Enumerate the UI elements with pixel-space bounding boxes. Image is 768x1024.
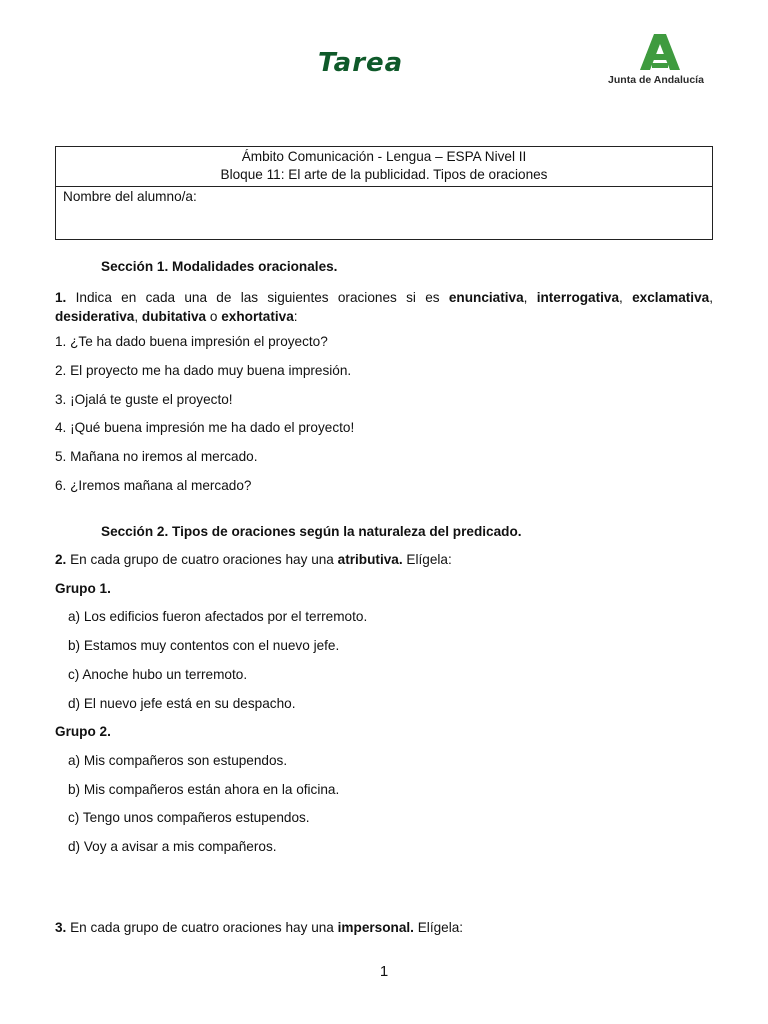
list-item: b) Estamos muy contentos con el nuevo jefe. <box>68 638 340 653</box>
logo-label: Junta de Andalucía <box>608 74 704 86</box>
list-item: c) Tengo unos compañeros estupendos. <box>68 810 310 825</box>
q2-end: Elígela: <box>402 552 452 567</box>
q1-text: Indica en cada una de las siguientes oraciones si es <box>66 290 449 305</box>
list-item: a) Mis compañeros son estupendos. <box>68 753 288 768</box>
header-info-cell <box>56 147 712 187</box>
list-item: a) Los edificios fueron afectados por el terremoto. <box>68 609 368 624</box>
list-item: d) Voy a avisar a mis compañeros. <box>68 839 277 854</box>
list-item: 5. Mañana no iremos al mercado. <box>55 449 258 464</box>
section-2-title: Sección 2. Tipos de oraciones según la naturaleza del predicado. <box>101 524 522 539</box>
course-line: Ámbito Comunicación - Lengua – ESPA Nivel II <box>241 149 527 164</box>
section-1-title: Sección 1. Modalidades oracionales. <box>101 259 338 274</box>
term-exclamativa: exclamativa <box>632 290 710 305</box>
term-dubitativa: dubitativa <box>141 309 207 324</box>
student-name-field[interactable]: Nombre del alumno/a: <box>63 189 197 204</box>
list-item: b) Mis compañeros están ahora en la oficina. <box>68 782 340 797</box>
term-interrogativa: interrogativa <box>536 290 620 305</box>
list-item: d) El nuevo jefe está en su despacho. <box>68 696 296 711</box>
list-item: 1. ¿Te ha dado buena impresión el proyecto? <box>55 334 328 349</box>
q2-term: atributiva. <box>337 552 403 567</box>
junta-andalucia-logo <box>596 30 716 90</box>
sep: , <box>709 290 713 305</box>
question-3 <box>55 920 463 935</box>
q2-number: 2. <box>55 552 67 567</box>
sep: : <box>293 309 298 324</box>
q2-text: En cada grupo de cuatro oraciones hay una <box>66 552 338 567</box>
block-line: Bloque 11: El arte de la publicidad. Tipos de oraciones <box>220 167 548 182</box>
question-1 <box>55 288 713 326</box>
list-item: 6. ¿Iremos mañana al mercado? <box>55 478 252 493</box>
question-2 <box>55 552 452 567</box>
group-2-title: Grupo 2. <box>55 724 111 739</box>
list-item: 3. ¡Ojalá te guste el proyecto! <box>55 392 233 407</box>
term-desiderativa: desiderativa <box>55 309 135 324</box>
group-1-title: Grupo 1. <box>55 581 111 596</box>
page-number: 1 <box>379 963 389 980</box>
term-enunciativa: enunciativa <box>448 290 524 305</box>
q3-end: Elígela: <box>413 920 464 935</box>
sep: , <box>134 309 142 324</box>
sep: , <box>523 290 537 305</box>
q3-number: 3. <box>55 920 67 935</box>
q1-number: 1. <box>55 290 67 305</box>
page-title: Tarea <box>318 48 404 78</box>
sep: , <box>619 290 633 305</box>
q3-term: impersonal. <box>337 920 414 935</box>
sep: o <box>206 309 222 324</box>
andalucia-a-icon <box>596 30 716 74</box>
list-item: 2. El proyecto me ha dado muy buena impresión. <box>55 363 352 378</box>
q3-text: En cada grupo de cuatro oraciones hay una <box>66 920 338 935</box>
list-item: c) Anoche hubo un terremoto. <box>68 667 248 682</box>
header-table <box>55 146 713 240</box>
list-item: 4. ¡Qué buena impresión me ha dado el proyecto! <box>55 420 355 435</box>
term-exhortativa: exhortativa <box>221 309 294 324</box>
